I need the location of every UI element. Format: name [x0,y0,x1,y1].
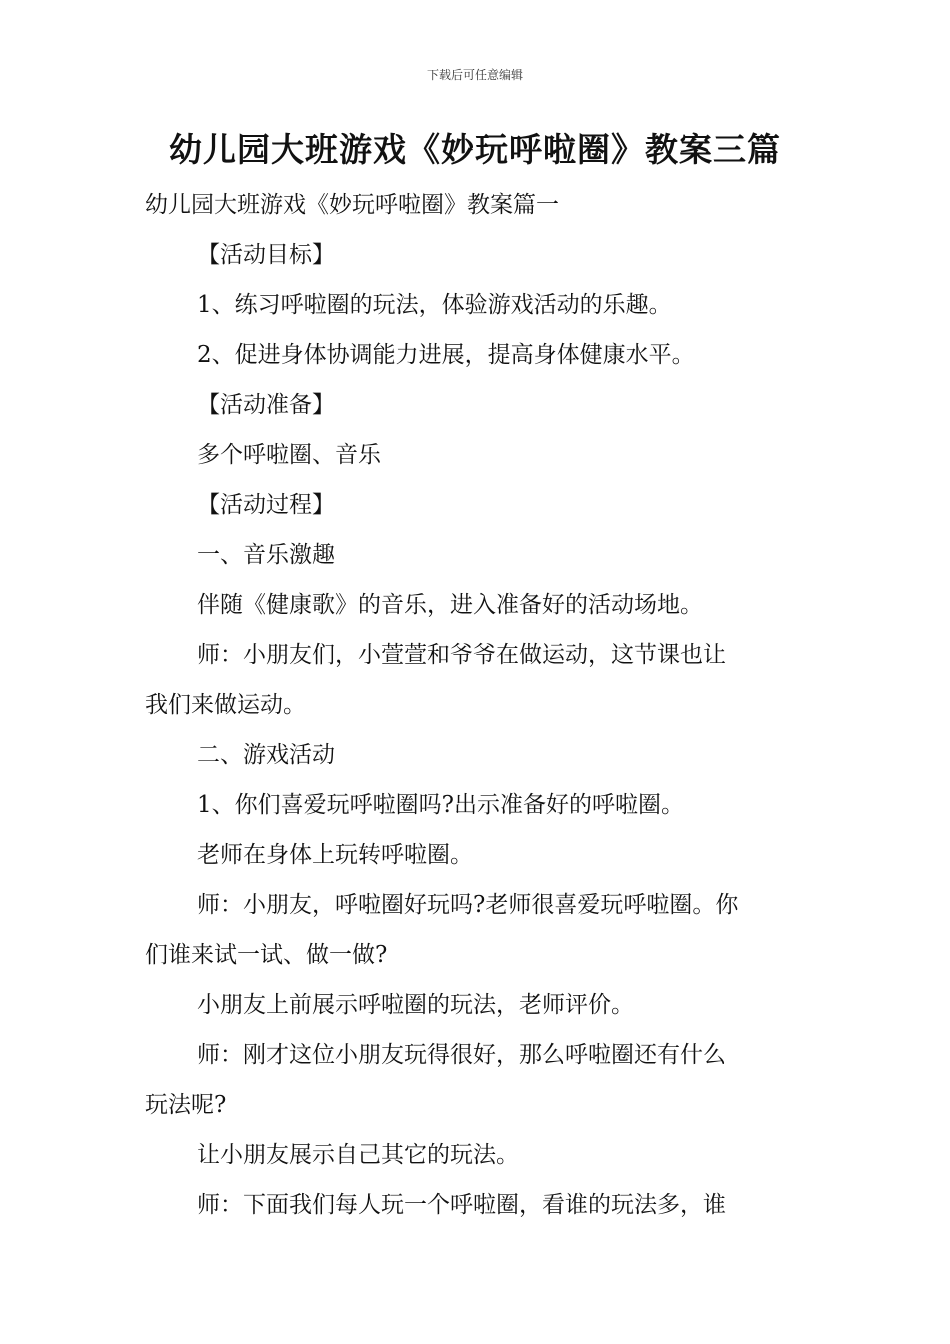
paragraph-line: 多个呼啦圈、音乐 [197,442,381,468]
paragraph-line: 师：下面我们每人玩一个呼啦圈，看谁的玩法多，谁 [197,1192,726,1218]
header-note: 下载后可任意编辑 [426,68,523,82]
paragraph-line: 一、音乐激趣 [197,542,335,568]
subheading-process: 【活动过程】 [197,492,335,518]
paragraph-line: 我们来做运动。 [145,692,306,718]
subheading-preparation: 【活动准备】 [197,392,335,418]
paragraph-line: 二、游戏活动 [197,742,335,768]
paragraph-line: 1、练习呼啦圈的玩法，体验游戏活动的乐趣。 [197,292,672,318]
paragraph-line: 让小朋友展示自己其它的玩法。 [197,1142,519,1168]
document-title: 幼儿园大班游戏《妙玩呼啦圈》教案三篇 [169,130,781,169]
document-body [145,180,807,1230]
paragraph-line: 师：小朋友，呼啦圈好玩吗?老师很喜爱玩呼啦圈。你 [197,892,739,918]
paragraph-line: 伴随《健康歌》的音乐，进入准备好的活动场地。 [197,592,703,618]
paragraph-line: 师：刚才这位小朋友玩得很好，那么呼啦圈还有什么 [197,1042,726,1068]
paragraph-line: 老师在身体上玩转呼啦圈。 [197,842,473,868]
paragraph-line: 2、促进身体协调能力进展，提高身体健康水平。 [197,342,695,368]
paragraph-line: 玩法呢? [145,1092,227,1118]
section-heading: 幼儿园大班游戏《妙玩呼啦圈》教案篇一 [145,192,559,218]
subheading-goals: 【活动目标】 [197,242,335,268]
paragraph-line: 师：小朋友们，小萱萱和爷爷在做运动，这节课也让 [197,642,726,668]
paragraph-line: 1、你们喜爱玩呼啦圈吗?出示准备好的呼啦圈。 [197,792,684,818]
paragraph-line: 小朋友上前展示呼啦圈的玩法，老师评价。 [197,992,634,1018]
paragraph-line: 们谁来试一试、做一做? [145,942,388,968]
